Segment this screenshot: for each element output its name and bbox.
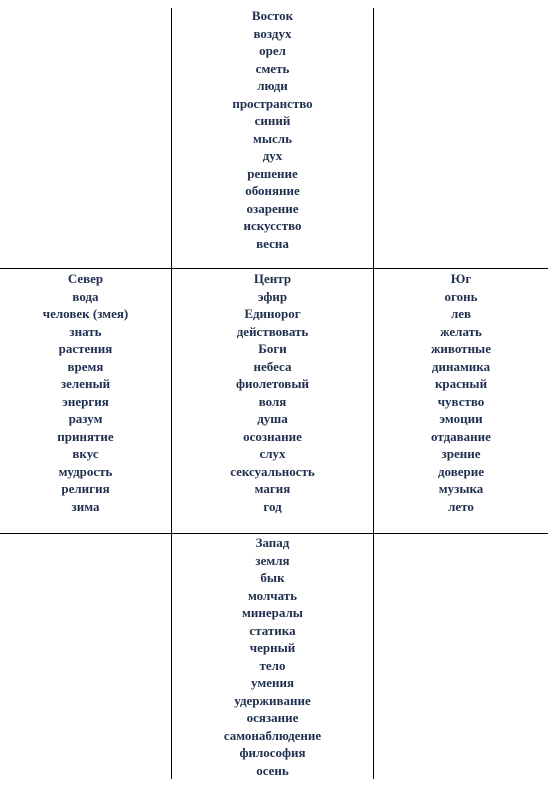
- south-heading: Юг: [450, 271, 472, 286]
- south-item: отдавание: [431, 428, 491, 444]
- north-item: человек (змея): [42, 306, 129, 321]
- west-item: минералы: [242, 605, 303, 620]
- south-item: лев: [450, 306, 472, 321]
- east-item: пространство: [232, 95, 313, 111]
- north-item: зима: [71, 498, 100, 514]
- south-item: динамика: [431, 358, 491, 374]
- north-item: энергия: [62, 393, 109, 409]
- table-divider-top: [0, 268, 548, 269]
- center-item: небеса: [253, 358, 292, 374]
- south-item: чувство: [437, 393, 485, 409]
- east-item: весна: [256, 235, 289, 251]
- center-item: осознание: [243, 428, 302, 444]
- north-item: мудрость: [58, 463, 113, 479]
- west-item: осень: [256, 762, 289, 778]
- center-item: магия: [254, 481, 291, 496]
- east-heading: Восток: [251, 8, 294, 23]
- south-cell: [374, 270, 548, 515]
- south-item: красный: [434, 376, 488, 391]
- west-item: тело: [259, 657, 286, 673]
- west-item: молчать: [247, 587, 298, 603]
- south-item: зрение: [441, 446, 481, 461]
- west-item: осязание: [246, 710, 299, 725]
- south-item: огонь: [444, 288, 478, 304]
- east-item: люди: [257, 78, 288, 93]
- center-item: Единорог: [244, 306, 301, 321]
- north-item: разум: [68, 411, 103, 426]
- west-heading: Запад: [255, 535, 290, 550]
- center-item: душа: [257, 411, 288, 426]
- north-item: время: [67, 358, 104, 374]
- center-item: Боги: [258, 341, 287, 356]
- north-item: знать: [69, 323, 102, 339]
- north-cell: [0, 270, 171, 515]
- center-heading: Центр: [253, 271, 292, 286]
- east-item: воздух: [253, 25, 292, 41]
- north-heading: Север: [67, 271, 104, 286]
- center-item: год: [263, 498, 282, 514]
- north-item: вкус: [72, 446, 99, 461]
- north-item: принятие: [57, 428, 114, 444]
- north-item: растения: [58, 341, 113, 356]
- center-item: фиолетовый: [236, 376, 309, 391]
- south-item: лето: [448, 498, 474, 514]
- west-item: удерживание: [234, 692, 311, 708]
- west-item: умения: [251, 675, 294, 690]
- east-item: орел: [259, 43, 286, 58]
- south-item: желать: [440, 323, 482, 339]
- center-item: эфир: [257, 288, 288, 304]
- west-item: бык: [260, 570, 285, 585]
- east-item: дух: [262, 148, 283, 163]
- center-cell: [172, 270, 373, 515]
- center-item: воля: [258, 393, 287, 409]
- center-item: слух: [259, 446, 286, 461]
- west-item: статика: [249, 622, 296, 638]
- west-item: философия: [239, 745, 306, 760]
- north-item: вода: [72, 288, 99, 304]
- east-item: искусство: [243, 218, 302, 233]
- east-item: озарение: [246, 200, 299, 216]
- west-cell: [172, 534, 373, 779]
- north-item: религия: [61, 481, 110, 496]
- west-item: черный: [249, 640, 296, 655]
- south-item: доверие: [437, 463, 485, 479]
- west-item: самонаблюдение: [223, 727, 322, 743]
- south-item: эмоции: [439, 411, 483, 426]
- south-item: животные: [431, 341, 491, 356]
- center-item: действовать: [236, 323, 309, 339]
- east-item: решение: [247, 165, 298, 181]
- east-item: синий: [254, 113, 291, 128]
- east-cell: [172, 7, 373, 252]
- east-item: обоняние: [245, 183, 300, 198]
- west-item: земля: [255, 552, 290, 568]
- center-item: сексуальность: [230, 463, 315, 479]
- north-item: зеленый: [60, 376, 111, 391]
- east-item: сметь: [255, 60, 290, 76]
- south-item: музыка: [438, 481, 484, 496]
- east-item: мысль: [253, 130, 292, 146]
